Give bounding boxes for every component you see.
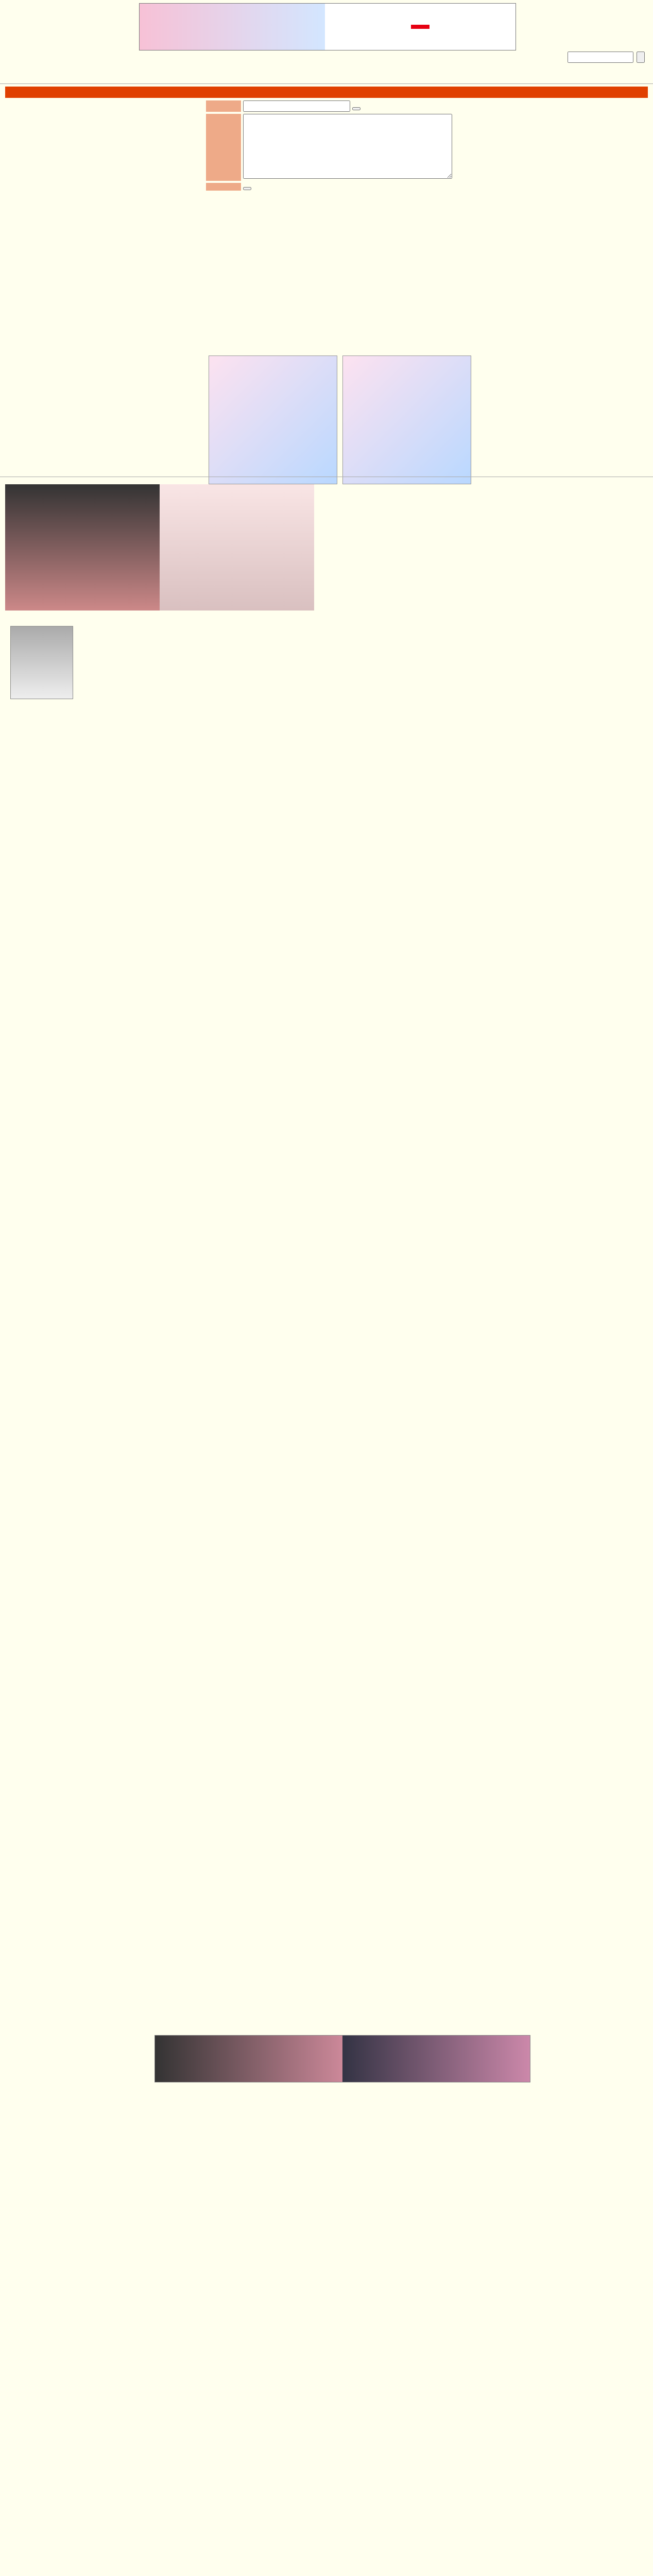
divider: [0, 83, 653, 84]
file-button[interactable]: [243, 187, 251, 190]
ad-square[interactable]: [342, 355, 471, 484]
fanza-logo: [411, 25, 429, 29]
top-ad-banner[interactable]: [139, 3, 516, 50]
comment-field[interactable]: [243, 114, 452, 179]
ad-square[interactable]: [209, 355, 337, 484]
email-field[interactable]: [243, 100, 350, 112]
search-input[interactable]: [568, 52, 633, 63]
op-image[interactable]: [5, 484, 314, 611]
ad-left: [140, 4, 325, 50]
mode-bar: [5, 87, 648, 98]
reply-form: [206, 100, 494, 196]
header: [0, 0, 653, 57]
email-label: [206, 100, 241, 112]
search-area: [568, 52, 648, 63]
op-header: [152, 627, 161, 634]
mid-ad[interactable]: [154, 2035, 530, 2082]
op-thumbnail[interactable]: [10, 626, 73, 699]
search-button[interactable]: [637, 52, 645, 63]
file-label: [206, 183, 241, 191]
submit-button[interactable]: [352, 107, 360, 110]
square-ads: [209, 355, 471, 484]
